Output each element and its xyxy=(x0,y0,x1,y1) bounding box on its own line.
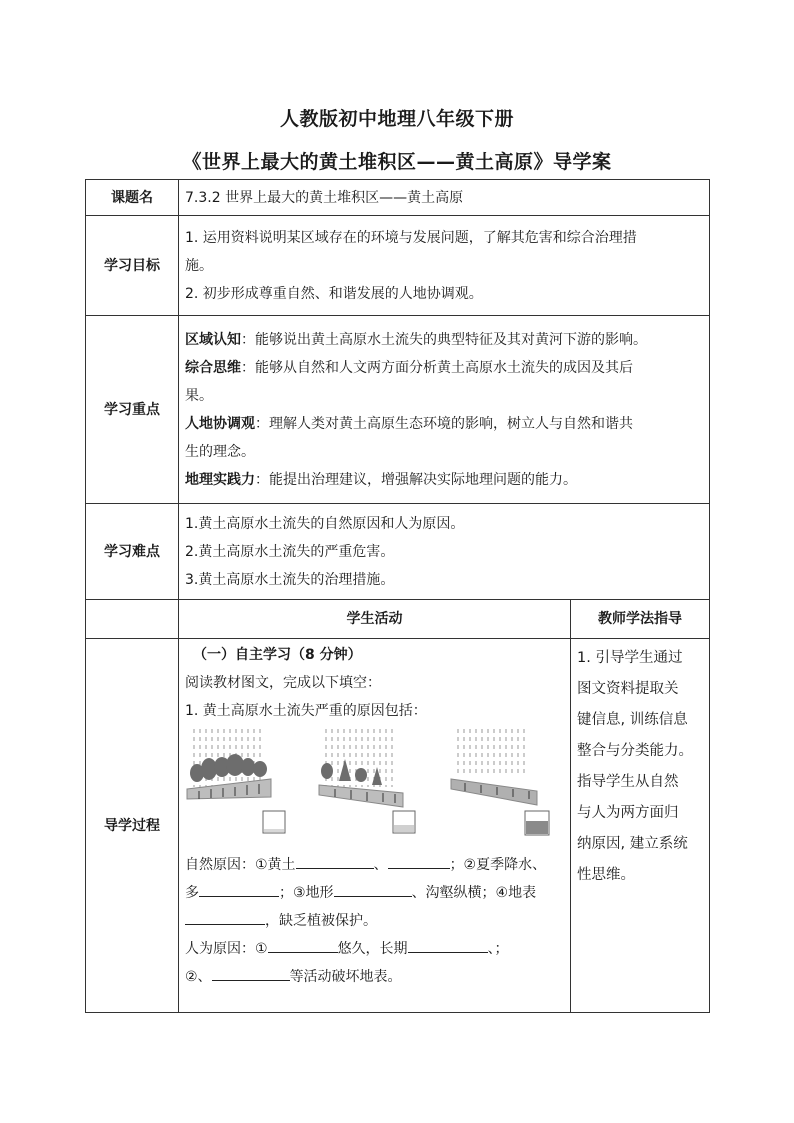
teacher-line: 整合与分类能力。 xyxy=(577,743,693,759)
teacher-line: 与人为两方面归 xyxy=(577,805,679,821)
human-text: 等活动破坏地表。 xyxy=(289,969,402,985)
header-empty xyxy=(86,600,179,639)
key-point-item xyxy=(185,326,703,354)
natural-text: 、沟壑纵横；④地表 xyxy=(411,885,537,901)
key-point-text: 果。 xyxy=(185,387,213,404)
difficulty-line: 2.黄土高原水土流失的严重危害。 xyxy=(185,543,395,560)
teacher-guidance-cell xyxy=(571,639,710,1013)
goal-line: 2. 初步形成尊重自然、和谐发展的人地协调观。 xyxy=(185,285,483,302)
goal-line: 1. 运用资料说明某区域存在的环境与发展问题，了解其危害和综合治理措 xyxy=(185,229,637,246)
blank-1[interactable] xyxy=(296,852,374,869)
question-1: 1. 黄土高原水土流失严重的原因包括： xyxy=(185,703,427,719)
key-point-item xyxy=(185,466,703,494)
dense-vegetation-panel xyxy=(187,729,285,833)
blank-3[interactable] xyxy=(199,880,279,897)
key-point-term: 人地协调观 xyxy=(185,415,255,432)
row-difficulties xyxy=(86,504,710,600)
intro-text: 阅读教材图文，完成以下填空： xyxy=(185,675,381,691)
human-causes-line-2 xyxy=(185,963,564,991)
key-points-label: 学习重点 xyxy=(86,316,179,504)
course-content: 7.3.2 世界上最大的黄土堆积区——黄土高原 xyxy=(179,180,710,216)
blank-4[interactable] xyxy=(334,880,412,897)
key-point-term: 区域认知 xyxy=(185,331,241,348)
natural-text: ，缺乏植被保护。 xyxy=(265,913,377,929)
key-point-text: ：理解人类对黄土高原生态环境的影响，树立人与自然和谐共 xyxy=(255,415,633,432)
key-points-content xyxy=(179,316,710,504)
difficulty-line: 1.黄土高原水土流失的自然原因和人为原因。 xyxy=(185,515,465,532)
natural-text: ；②夏季降水、 xyxy=(449,857,547,873)
blank-6[interactable] xyxy=(268,936,338,953)
natural-text: 多 xyxy=(185,885,199,901)
key-point-text: 生的理念。 xyxy=(185,443,255,460)
key-point-term: 综合思维 xyxy=(185,359,241,376)
section-title: （一）自主学习（8 分钟） xyxy=(193,647,362,663)
key-point-item xyxy=(185,354,703,382)
row-headers xyxy=(86,600,710,639)
key-point-text: ：能够从自然和人文两方面分析黄土高原水土流失的成因及其后 xyxy=(241,359,633,376)
course-label: 课题名 xyxy=(86,180,179,216)
teacher-line: 图文资料提取关 xyxy=(577,681,679,697)
process-label: 导学过程 xyxy=(86,639,179,1013)
header-student-activity: 学生活动 xyxy=(179,600,571,639)
row-course xyxy=(86,180,710,216)
goals-content xyxy=(179,216,710,316)
soil-erosion-illustration xyxy=(185,729,553,849)
sparse-vegetation-panel xyxy=(319,729,415,833)
lesson-plan-table xyxy=(85,179,710,1013)
title-line-2: 《世界上最大的黄土堆积区——黄土高原》导学案 xyxy=(182,151,612,173)
blank-8[interactable] xyxy=(212,964,290,981)
key-point-item xyxy=(185,410,703,438)
human-text: ②、 xyxy=(185,969,212,985)
teacher-line: 指导学生从自然 xyxy=(577,774,679,790)
goals-label: 学习目标 xyxy=(86,216,179,316)
teacher-line: 键信息, 训练信息 xyxy=(577,712,688,728)
key-point-text: ：能够说出黄土高原水土流失的典型特征及其对黄河下游的影响。 xyxy=(241,331,647,348)
goal-line: 施。 xyxy=(185,257,213,274)
key-point-term: 地理实践力 xyxy=(185,471,255,488)
bare-land-panel xyxy=(451,729,549,835)
natural-causes-line-2 xyxy=(185,879,564,907)
teacher-line: 1. 引导学生通过 xyxy=(577,650,683,666)
human-text: 悠久，长期 xyxy=(337,941,408,957)
human-prefix: 人为原因：① xyxy=(185,941,268,957)
natural-causes-line-3 xyxy=(185,907,564,935)
blank-7[interactable] xyxy=(408,936,488,953)
human-text: 、； xyxy=(487,941,509,957)
key-point-text: ：能提出治理建议，增强解决实际地理问题的能力。 xyxy=(255,471,577,488)
natural-causes-line-1 xyxy=(185,851,564,879)
row-process xyxy=(86,639,710,1013)
natural-text: ；③地形 xyxy=(279,885,334,901)
teacher-line: 性思维。 xyxy=(577,867,635,883)
teacher-line: 纳原因, 建立系统 xyxy=(577,836,688,852)
row-key-points xyxy=(86,316,710,504)
difficulties-label: 学习难点 xyxy=(86,504,179,600)
natural-sep: 、 xyxy=(373,857,388,873)
blank-2[interactable] xyxy=(388,852,450,869)
difficulties-content xyxy=(179,504,710,600)
natural-prefix: 自然原因：①黄土 xyxy=(185,857,296,873)
human-causes-line-1 xyxy=(185,935,564,963)
header-teacher-guidance: 教师学法指导 xyxy=(571,600,710,639)
blank-5[interactable] xyxy=(185,908,265,925)
title-line-1: 人教版初中地理八年级下册 xyxy=(279,108,514,130)
student-activity-cell xyxy=(179,639,571,1013)
row-goals xyxy=(86,216,710,316)
difficulty-line: 3.黄土高原水土流失的治理措施。 xyxy=(185,571,395,588)
